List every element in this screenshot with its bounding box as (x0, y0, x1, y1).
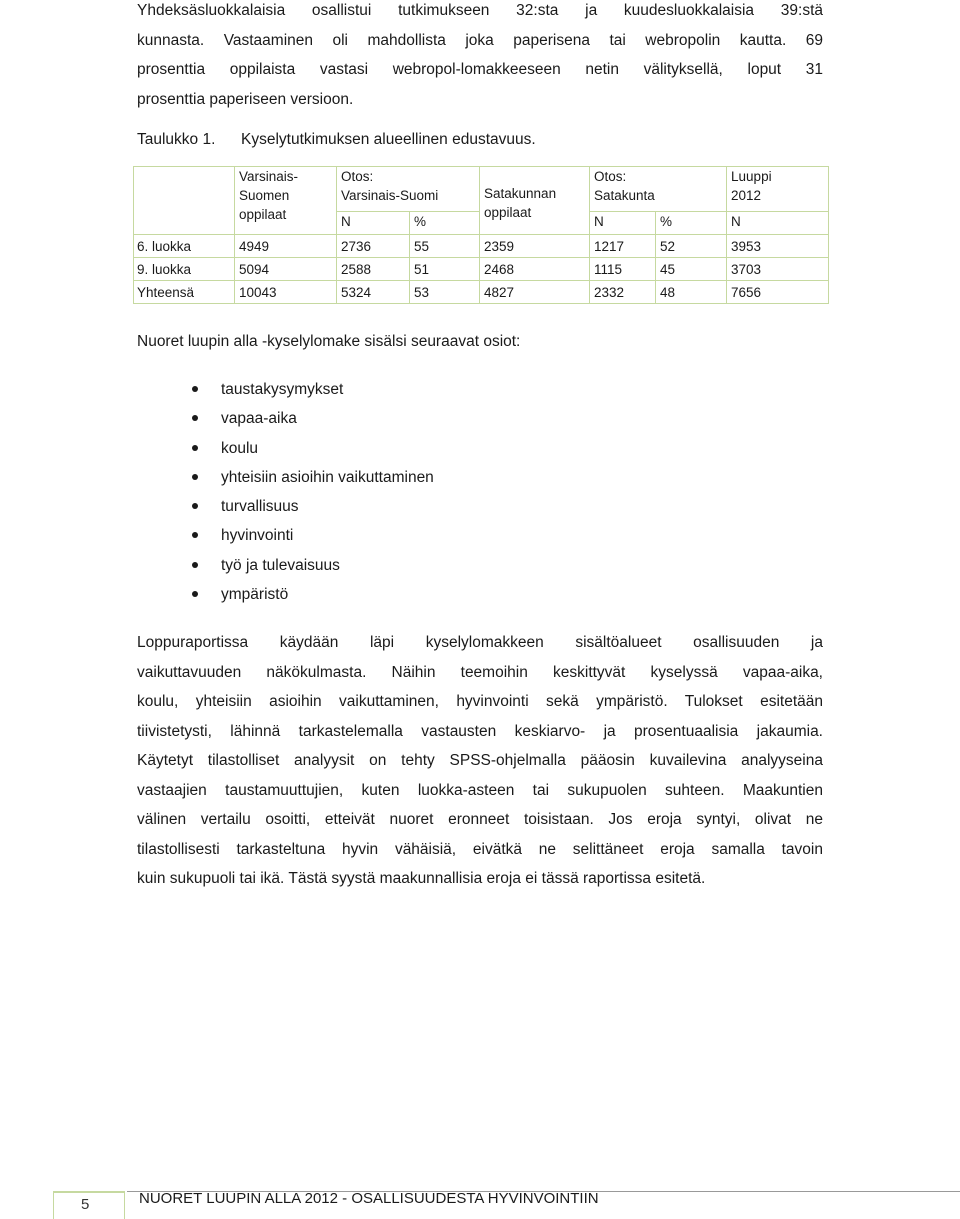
table-header-luuppi: Luuppi 2012 (727, 167, 829, 212)
table-cell: 51 (410, 258, 480, 281)
bullet-icon (192, 415, 198, 421)
table-row (134, 235, 829, 258)
footer-title: NUORET LUUPIN ALLA 2012 - OSALLISUUDESTA HYVINVOINTIIN (139, 1190, 599, 1207)
paragraph-line: vastaajien taustamuuttujien, kuten luokka-asteen tai sukupuolen suhteen. Maakuntien (137, 781, 823, 799)
table-cell: 2359 (480, 235, 590, 258)
table-cell: 45 (656, 258, 727, 281)
paragraph-line: Yhdeksäsluokkalaisia osallistui tutkimukseen 32:sta ja kuudesluokkalaisia 39:stä (137, 2, 823, 19)
table-cell: 5094 (235, 258, 337, 281)
sections-intro: Nuoret luupin alla -kyselylomake sisälsi seuraavat osiot: (137, 333, 521, 350)
table-subheader-n: N (590, 212, 656, 235)
table-subheader-n: N (727, 212, 829, 235)
paragraph-line: prosenttia paperiseen versioon. (137, 90, 354, 108)
table-cell: 2736 (337, 235, 410, 258)
report-paragraph (137, 628, 823, 894)
table-row-label: 6. luokka (134, 235, 235, 258)
paragraph-line: Loppuraportissa käydään läpi kyselylomakkeen sisältöalueet osallisuuden ja (137, 634, 823, 651)
table-cell: 2588 (337, 258, 410, 281)
list-item: turvallisuus (183, 492, 434, 521)
table-header-otos-sk: Otos: Satakunta (590, 167, 727, 212)
sections-list (183, 375, 434, 609)
list-item: vapaa-aika (183, 404, 434, 433)
table-row-label: 9. luokka (134, 258, 235, 281)
paragraph-line: tilastollisesti tarkasteltuna hyvin vähäisiä, eivätkä ne selittäneet eroja samalla tavoin (137, 840, 823, 858)
paragraph-line: välinen vertailu osoitti, etteivät nuoret eronneet toisistaan. Jos eroja syntyi, olivat ne (137, 811, 823, 828)
table-subheader-pct: % (410, 212, 480, 235)
table-cell: 1217 (590, 235, 656, 258)
table-cell: 53 (410, 281, 480, 304)
table-cell: 55 (410, 235, 480, 258)
table-cell: 10043 (235, 281, 337, 304)
table-cell: 4827 (480, 281, 590, 304)
bullet-icon (192, 386, 198, 392)
list-item: koulu (183, 434, 434, 463)
table-cell: 2332 (590, 281, 656, 304)
table-cell: 4949 (235, 235, 337, 258)
table-cell: 7656 (727, 281, 829, 304)
paragraph-line: prosenttia oppilaista vastasi webropol-lomakkeeseen netin välityksellä, loput 31 (137, 61, 823, 78)
paragraph-line: kunnasta. Vastaaminen oli mahdollista joka paperisena tai webropolin kautta. 69 (137, 31, 823, 49)
table-caption-text: Kyselytutkimuksen alueellinen edustavuus. (241, 131, 536, 148)
table-header-row (134, 167, 829, 212)
table-header-corner (134, 167, 235, 235)
bullet-icon (192, 532, 198, 538)
table-row (134, 258, 829, 281)
list-item: ympäristö (183, 580, 434, 609)
bullet-icon (192, 503, 198, 509)
list-item: yhteisiin asioihin vaikuttaminen (183, 463, 434, 492)
bullet-icon (192, 591, 198, 597)
bullet-icon (192, 474, 198, 480)
table-header-vs-oppilaat: Varsinais- Suomen oppilaat (235, 167, 337, 235)
table-cell: 2468 (480, 258, 590, 281)
list-item: hyvinvointi (183, 521, 434, 550)
table-row (134, 281, 829, 304)
table-cell: 48 (656, 281, 727, 304)
table-cell: 3953 (727, 235, 829, 258)
table-caption (137, 128, 536, 152)
paragraph-line: koulu, yhteisiin asioihin vaikuttaminen, hyvinvointi sekä ympäristö. Tulokset esitetään (137, 693, 823, 710)
list-item: taustakysymykset (183, 375, 434, 404)
table-subheader-n: N (337, 212, 410, 235)
bullet-icon (192, 562, 198, 568)
table-subheader-pct: % (656, 212, 727, 235)
table-cell: 3703 (727, 258, 829, 281)
paragraph-line: tiivistetysti, lähinnä tarkastelemalla vastausten keskiarvo- ja prosentuaalisia jakaumia. (137, 722, 823, 740)
paragraph-line: Käytetyt tilastolliset analyysit on tehty SPSS-ohjelmalla pääosin kuvailevina analyyseina (137, 752, 823, 769)
representativeness-table (133, 166, 829, 304)
intro-paragraph (137, 0, 823, 114)
table-cell: 52 (656, 235, 727, 258)
table-cell: 5324 (337, 281, 410, 304)
paragraph-line: vaikuttavuuden näkökulmasta. Näihin teemoihin keskittyvät kyselyssä vapaa-aika, (137, 663, 823, 681)
page-footer (53, 1187, 960, 1217)
page-number: 5 (81, 1196, 90, 1213)
table-header-otos-vs: Otos: Varsinais-Suomi (337, 167, 480, 212)
bullet-icon (192, 445, 198, 451)
paragraph-line: kuin sukupuoli tai ikä. Tästä syystä maakunnallisia eroja ei tässä raportissa esitetä. (137, 870, 706, 887)
table-cell: 1115 (590, 258, 656, 281)
table-row-label: Yhteensä (134, 281, 235, 304)
table-header-satakunnan: Satakunnan oppilaat (480, 167, 590, 235)
list-item: työ ja tulevaisuus (183, 551, 434, 580)
table-caption-number: Taulukko 1. (137, 131, 216, 148)
